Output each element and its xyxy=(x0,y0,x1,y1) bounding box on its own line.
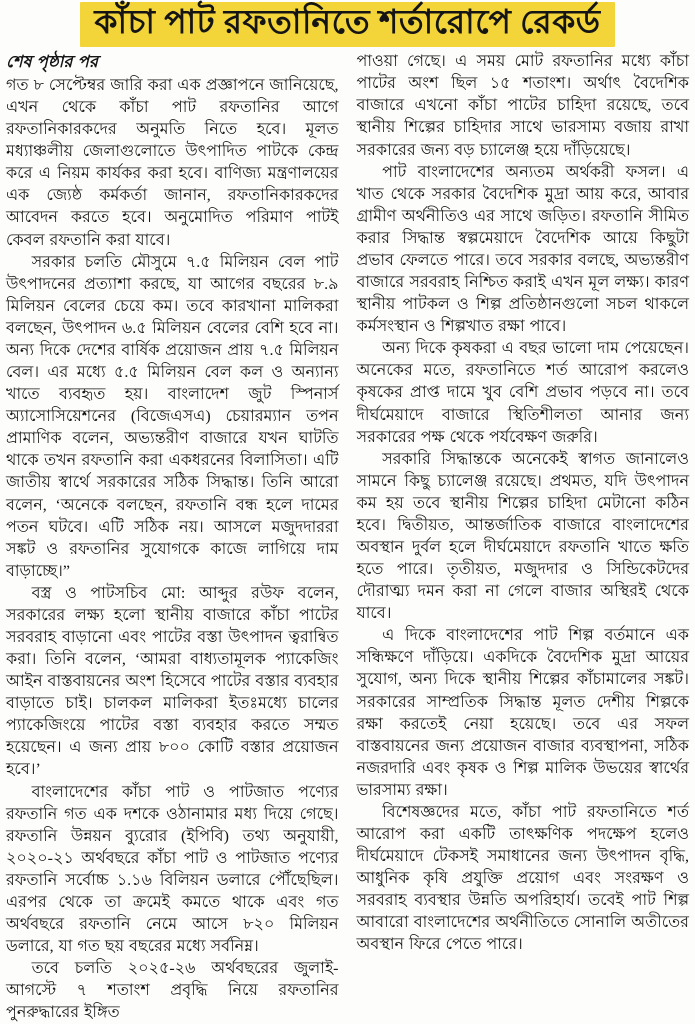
paragraph-right-6: বিশেষজ্ঞদের মতে, কাঁচা পাট রফতানিতে শর্ত আরোপ করা একটি তাৎক্ষণিক পদক্ষেপ হলেও দীর্ঘমেয়াদে টেকসই সমাধানের জন্য উৎপাদন বৃদ্ধি, আধুনিক কৃষি প্রযুক্তি প্রয়োগ এবং সংরক্ষণ ও সরবরাহ ব্যবস্থার উন্নতি অপরিহার্য। তবেই পাট শিল্প আবারো বাংলাদেশের অর্থনীতিতে সোনালি অতীতের অবস্থান ফিরে পেতে পারে। xyxy=(356,803,689,954)
right-column xyxy=(357,51,690,956)
continuation-note: শেষ পৃষ্ঠার পর xyxy=(6,52,98,72)
headline-highlight: কাঁচা পাট রফতানিতে শর্তারোপে রেকর্ড xyxy=(80,2,614,47)
left-column xyxy=(6,51,339,1024)
paragraph-left-1: গত ৮ সেপ্টেম্বর জারি করা এক প্রজ্ঞাপনে জানিয়েছে, এখন থেকে কাঁচা পাট রফতানির আগে রফতানিকারকদের অনুমতি নিতে হবে। মূলত মধ্যাঞ্চলীয় জেলাগুলোতে উৎপাদিত পাটকে কেন্দ্র করে এ নিয়ম কার্যকর করা হবে। বাণিজ্য মন্ত্রণালয়ের এক জ্যেষ্ঠ কর্মকর্তা জানান, রফতানিকারকদের আবেদন করতে হবে। অনুমোদিত পরিমাণ পাটই কেবল রফতানি করা যাবে। xyxy=(6,77,339,249)
paragraph-right-3: অন্য দিকে কৃষকরা এ বছর ভালো দাম পেয়েছেন। অনেকের মতে, রফতানিতে শর্ত আরোপ করলেও কৃষকের প্রাপ্ত দামে খুব বেশি প্রভাব পড়বে না। তবে দীর্ঘমেয়াদে বাজারে স্থিতিশীলতা আনার জন্য সরকারের পক্ষ থেকে পর্যবেক্ষণ জরুরি। xyxy=(356,340,689,446)
article-body xyxy=(6,51,689,1024)
paragraph-left-2: সরকার চলতি মৌসুমে ৭.৫ মিলিয়ন বেল পাট উৎপাদনের প্রত্যাশা করছে, যা আগের বছরের ৮.৯ মিলিয়ন বেলের চেয়ে কম। তবে কারখানা মালিকরা বলছেন, উৎপাদন ৬.৫ মিলিয়ন বেলের বেশি হবে না। অন্য দিকে দেশের বার্ষিক প্রয়োজন প্রায় ৭.৫ মিলিয়ন বেল। এর মধ্যে ৫.৫ মিলিয়ন বেল কল ও অন্যান্য খাতে ব্যবহৃত হয়। বাংলাদেশ জুট স্পিনার্স অ্যাসোসিয়েশনের (বিজেএসএ) চেয়ারম্যান তপন প্রামাণিক বলেন, অভ্যন্তরীণ বাজারে যখন ঘাটতি থাকে তখন রফতানি করা একধরনের বিলাসিতা। এটি জাতীয় স্বার্থে সরকারের সঠিক সিদ্ধান্ত। তিনি আরো বলেন, ‘অনেকে বলছেন, রফতানি বন্ধ হলে দামের পতন ঘটবে। এটি সঠিক নয়। আসলে মজুদদাররা সঙ্কট ও রফতানির সুযোগকে কাজে লাগিয়ে দাম বাড়াচ্ছে।” xyxy=(6,253,339,580)
paragraph-left-5: তবে চলতি ২০২৫-২৬ অর্থবছরের জুলাই-আগস্টে ৭ শতাংশ প্রবৃদ্ধি নিয়ে রফতানির পুনরুদ্ধারের ইঙ্গিত xyxy=(6,960,339,1022)
paragraph-left-4: বাংলাদেশের কাঁচা পাট ও পাটজাত পণ্যের রফতানি গত এক দশকে ওঠানামার মধ্য দিয়ে গেছে। রফতানি উন্নয়ন ব্যুরোর (ইপিবি) তথ্য অনুযায়ী, ২০২০-২১ অর্থবছরে কাঁচা পাট ও পাটজাত পণ্যের রফতানি সর্বোচ্চ ১.১৬ বিলিয়ন ডলারে পৌঁছেছিল। এরপর থেকে তা ক্রমেই কমতে থাকে এবং গত অর্থবছরে রফতানি নেমে আসে ৮২০ মিলিয়ন ডলারে, যা গত ছয় বছরের মধ্যে সর্বনিম্ন। xyxy=(6,783,339,956)
paragraph-right-5: এ দিকে বাংলাদেশের পাট শিল্প বর্তমানে এক সন্ধিক্ষণে দাঁড়িয়ে। একদিকে বৈদেশিক মুদ্রা আয়ের সুযোগ, অন্য দিকে স্থানীয় শিল্পের কাঁচামালের সঙ্কট। সরকারের সাম্প্রতিক সিদ্ধান্ত মূলত দেশীয় শিল্পকে রক্ষা করতেই নেয়া হয়েছে। তবে এর সফল বাস্তবায়নের জন্য প্রয়োজন বাজার ব্যবস্থাপনা, সঠিক নজরদারি এবং কৃষক ও শিল্প মালিক উভয়ের স্বার্থের ভারসাম্য রক্ষা। xyxy=(356,627,689,799)
paragraph-left-3: বস্ত্র ও পাটসচিব মো: আব্দুর রউফ বলেন, সরকারের লক্ষ্য হলো স্থানীয় বাজারে কাঁচা পাটের সরবরাহ বাড়ানো এবং পাটের বস্তা উৎপাদন ত্বরান্বিত করা। তিনি বলেন, ‘আমরা বাধ্যতামূলক প্যাকেজিং আইন বাস্তবায়নের অংশ হিসেবে পাটের বস্তার ব্যবহার বাড়াতে চাই। চালকল মালিকরা ইতঃমধ্যে চালের প্যাকেজিংয়ে পাটের বস্তা ব্যবহার করতে সম্মত হয়েছেন। এ জন্য প্রায় ৮০০ কোটি বস্তার প্রয়োজন হবে।’ xyxy=(6,584,339,779)
paragraph-right-2: পাট বাংলাদেশের অন্যতম অর্থকরী ফসল। এ খাত থেকে সরকার বৈদেশিক মুদ্রা আয় করে, আবার গ্রামীণ অর্থনীতিও এর সাথে জড়িত। রফতানি সীমিত করার সিদ্ধান্ত স্বল্পমেয়াদে বৈদেশিক আয়ে কিছুটা প্রভাব ফেলতে পারে। তবে সরকার বলছে, অভ্যন্তরীণ বাজারে সরবরাহ নিশ্চিত করাই এখন মূল লক্ষ্য। কারণ স্থানীয় পাটকল ও শিল্প প্রতিষ্ঠানগুলো সচল থাকলে কর্মসংস্থান ও শিল্পখাত রক্ষা পাবে। xyxy=(356,163,689,336)
paragraph-right-1: পাওয়া গেছে। এ সময় মোট রফতানির মধ্যে কাঁচা পাটের অংশ ছিল ১৫ শতাংশ। অর্থাৎ বৈদেশিক বাজারে এখনো কাঁচা পাটের চাহিদা রয়েছে, তবে স্থানীয় শিল্পের চাহিদার সাথে ভারসাম্য বজায় রাখা সরকারের জন্য বড় চ্যালেঞ্জ হয়ে দাঁড়িয়েছে। xyxy=(356,53,689,159)
paragraph-right-4: সরকারি সিদ্ধান্তকে অনেকেই স্বাগত জানালেও সামনে কিছু চ্যালেঞ্জ রয়েছে। প্রথমত, যদি উৎপাদন কম হয় তবে স্থানীয় শিল্পের চাহিদা মেটানো কঠিন হবে। দ্বিতীয়ত, আন্তর্জাতিক বাজারে বাংলাদেশের অবস্থান দুর্বল হলে দীর্ঘমেয়াদে রফতানি খাতে ক্ষতি হতে পারে। তৃতীয়ত, মজুদদার ও সিন্ডিকেটদের দৌরাত্ম্য দমন করা না গেলে বাজার অস্থিরই থেকে যাবে। xyxy=(356,450,689,623)
article-headline xyxy=(6,2,689,47)
